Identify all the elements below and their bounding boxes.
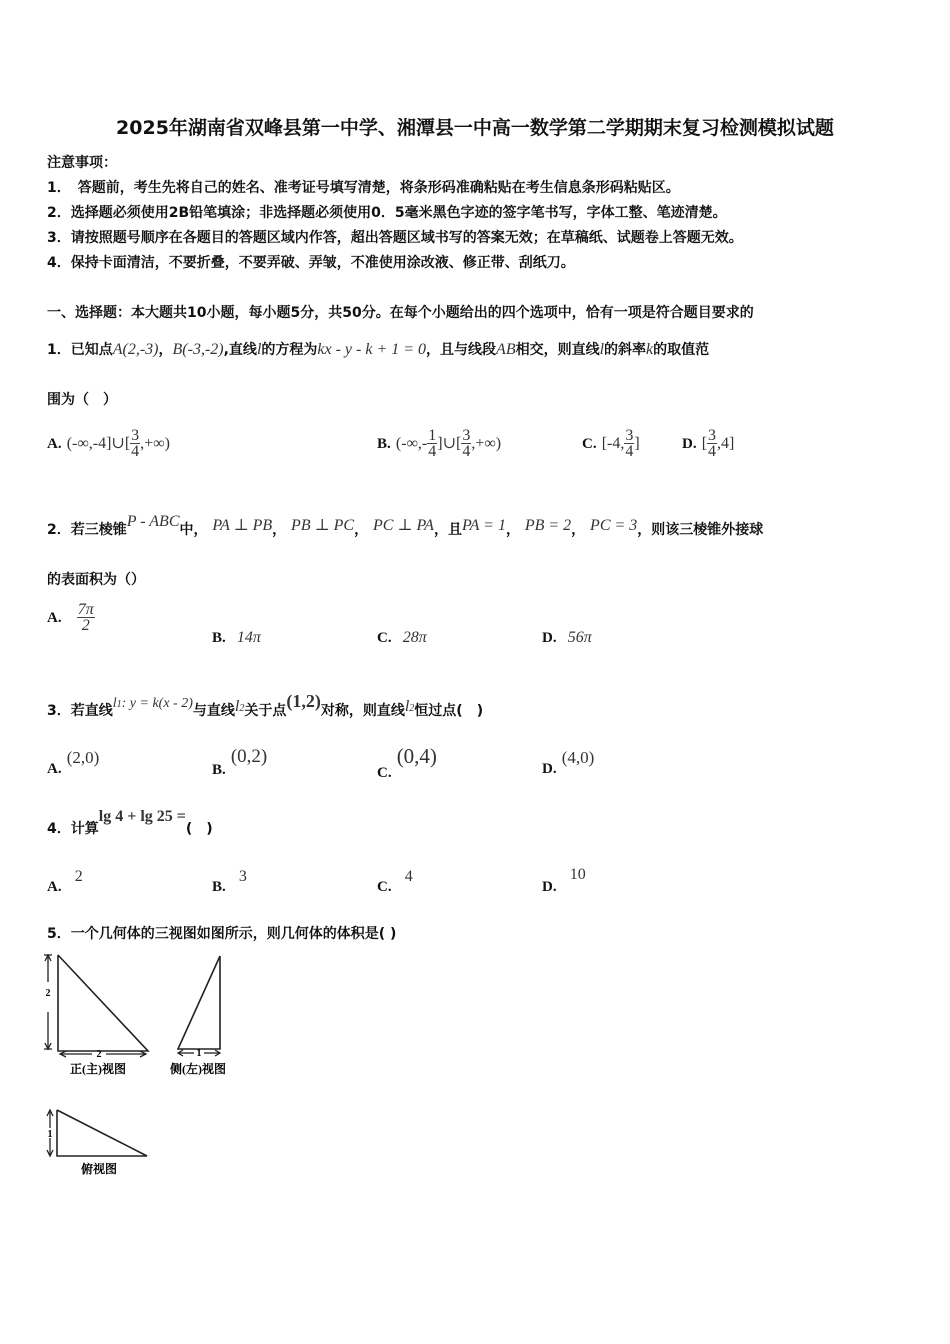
- question-2-text: 2．若三棱锥P - ABC中， PA ⊥ PB， PB ⊥ PC， PC ⊥ PA，且PA = 1， PB = 2， PC = 3，则该三棱锥外接球: [47, 513, 764, 538]
- point-a: A(2,-3): [112, 341, 159, 358]
- q3-option-b[interactable]: B. (0,2): [212, 746, 268, 778]
- q2-option-a[interactable]: A. $\frac{7\pi}{2}$: [47, 601, 94, 634]
- section-header: 一、选择题：本大题共10小题，每小题5分，共50分。在每个小题给出的四个选项中，恰有一项是符合题目要求的: [47, 305, 754, 321]
- note-item: 2．选择题必须使用2B铅笔填涂；非选择题必须使用0．5毫米黑色字迹的签字笔书写，字体工整、笔迹清楚。: [47, 205, 727, 221]
- q3-option-a[interactable]: A. (2,0): [47, 748, 100, 777]
- line-equation: kx - y - k + 1 = 0: [317, 341, 427, 358]
- q1-option-c[interactable]: C. [-4, $\frac{3}{4}$ ]: [582, 427, 640, 460]
- q1-option-d[interactable]: D. [ $\frac{3}{4}$ ,4]: [682, 427, 735, 460]
- side-view-label: 侧(左)视图: [170, 1062, 226, 1076]
- question-number: 1．: [47, 342, 71, 358]
- three-view-diagram: [40, 950, 240, 1180]
- question-1-cont: 围为（ ）: [47, 392, 117, 408]
- side-width-label: 1: [196, 1048, 202, 1059]
- dimension-arrow: [60, 1051, 146, 1057]
- front-height-label: 2: [45, 988, 51, 999]
- q1-option-a[interactable]: A. (-∞,-4]∪[ $\frac{3}{4}$ ,+∞): [47, 427, 170, 460]
- front-width-label: 2: [96, 1049, 102, 1060]
- note-item: 1． 答题前，考生先将自己的姓名、准考证号填写清楚，将条形码准确粘贴在考生信息条形码粘贴区。: [47, 180, 680, 196]
- front-view-label: 正(主)视图: [70, 1062, 126, 1076]
- question-3-text: 3．若直线l1: y = k(x - 2)与直线l2关于点(1,2)对称，则直线l2恒过点( ): [47, 691, 484, 719]
- question-5-text: 5．一个几何体的三视图如图所示，则几何体的体积是( ): [47, 926, 397, 942]
- note-item: 4．保持卡面清洁，不要折叠，不要弄破、弄皱，不准使用涂改液、修正带、刮纸刀。: [47, 255, 575, 271]
- top-view-label: 俯视图: [80, 1162, 118, 1176]
- q3-option-d[interactable]: D. (4,0): [542, 748, 595, 777]
- dimension-arrow: [44, 955, 52, 1049]
- front-view: [58, 955, 148, 1051]
- q4-option-a[interactable]: A. 2: [47, 868, 83, 895]
- point-b: B(-3,-2): [172, 341, 224, 358]
- question-1-text: 1．已知点A(2,-3)，B(-3,-2),直线l的方程为kx - y - k + 1 = 0，且与线段AB相交，则直线l的斜率k的取值范: [47, 341, 710, 358]
- page-title: 2025年湖南省双峰县第一中学、湘潭县一中高一数学第二学期期末复习检测模拟试题: [116, 117, 834, 139]
- q1-option-b[interactable]: B. (-∞,- $\frac{1}{4}$ ]∪[ $\frac{3}{4}$ ,+∞): [377, 427, 502, 460]
- q2-option-b[interactable]: B. 14π: [212, 629, 261, 646]
- q4-option-b[interactable]: B. 3: [212, 868, 247, 895]
- question-4-text: 4．计算lg 4 + lg 25 =( ): [47, 808, 213, 837]
- q3-option-c[interactable]: C. (0,4): [377, 744, 437, 781]
- top-height-label: 1: [47, 1129, 53, 1140]
- question-2-cont: 的表面积为（）: [47, 572, 145, 588]
- note-item: 3．请按照题号顺序在各题目的答题区域内作答，超出答题区域书写的答案无效；在草稿纸、试题卷上答题无效。: [47, 230, 743, 246]
- top-view: [57, 1110, 147, 1156]
- q4-option-d[interactable]: D. 10: [542, 866, 586, 895]
- q2-option-d[interactable]: D. 56π: [542, 629, 592, 646]
- q2-option-c[interactable]: C. 28π: [377, 629, 427, 646]
- q4-option-c[interactable]: C. 4: [377, 868, 413, 895]
- notes-heading: 注意事项：: [47, 155, 117, 171]
- side-view: [178, 956, 220, 1049]
